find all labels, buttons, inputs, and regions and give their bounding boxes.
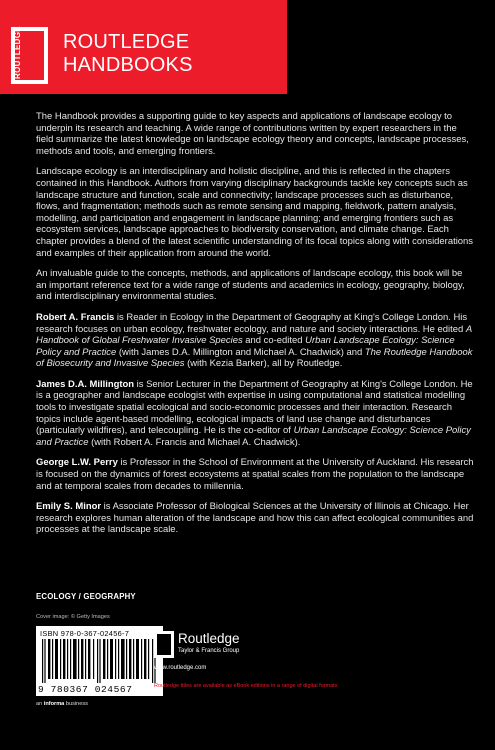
author-name: Robert A. Francis (36, 311, 115, 323)
series-title-line2: HANDBOOKS (63, 54, 193, 76)
barcode-number: 9 780367 024567 (38, 684, 133, 695)
barcode-bars (42, 639, 157, 683)
series-banner (0, 0, 287, 94)
book-title: A Handbook of Global Freshwater Invasive Species (36, 323, 472, 347)
author-bio-millington: James D.A. Millington is Senior Lecturer in the Department of Geography at King's College London. He is a geographer and landscape ecologist with expertise in using computational and statistical modelling tools to investigate spatial ecological and socio-economic processes and their interaction. Research topics include agent-based modelling, ecological impacts of land use change and disturbances (particularly wildfires), and telecoupling. He is the co-editor of Urban Landscape Ecology: Science Policy and Practice (with Robert A. Francis and Michael A. Chadwick). (36, 378, 473, 448)
author-bio-minor: Emily S. Minor is Associate Professor of Biological Sciences at the University of Illinois at Chicago. Her research explores human alteration of the landscape and how this can affect ecological communities and processes at the landscape scale. (36, 501, 474, 536)
series-title-line1: ROUTLEDGE (63, 31, 190, 53)
barcode (36, 626, 163, 696)
publisher-url[interactable]: www.routledge.com (154, 665, 207, 671)
publisher-tagline: Taylor & Francis Group (178, 648, 240, 654)
author-bio-perry: George L.W. Perry is Professor in the School of Environment at the University of Auckland. His research is focused on the dynamics of forest ecosystems at spatial scales from the population to the landscape and at temporal scales from decades to millennia. (36, 457, 474, 492)
cover-credit: Cover image: © Getty Images (36, 614, 110, 620)
book-title: The Routledge Handbook of Biosecurity and Invasive Species (36, 346, 473, 370)
routledge-logo (11, 27, 48, 84)
back-cover-text (36, 111, 474, 545)
routledge-r-logo (154, 631, 174, 658)
series-title (63, 31, 193, 77)
description-paragraph: An invaluable guide to the concepts, methods, and applications of landscape ecology, this book will be an important reference text for a wide range of students and academics in ecology, geography, biology, and interdisciplinary environmental studies. (36, 268, 465, 303)
author-name: James D.A. Millington (36, 378, 135, 390)
logo-text: ROUTLEDGE (13, 26, 22, 79)
author-bio-francis: Robert A. Francis is Reader in Ecology in the Department of Geography at King's College London. His research focuses on urban ecology, freshwater ecology, and nature and society interactions. He edited A Handbook of Global Freshwater Invasive Species and co-edited Urban Landscape Ecology: Science Policy and Practice (with James D.A. Millington and Michael A. Chadwick) and The Routledge Handbook of Biosecurity and Invasive Species (with Kezia Barker), all by Routledge. (36, 311, 473, 370)
book-title: Urban Landscape Ecology: Science Policy and Practice (36, 335, 455, 358)
informa-business: an informa business (36, 701, 88, 707)
book-title: Urban Landscape Ecology: Science Policy and Practice (36, 425, 471, 448)
subject-category: ECOLOGY / GEOGRAPHY (36, 592, 136, 601)
description-paragraph: Landscape ecology is an interdisciplinary and holistic discipline, and this is reflected in the chapters contained in this Handbook. Authors from varying disciplinary backgrounds tackle key concepts such as landscape structure and function, scale and connectivity; landscape processes such as disturbance, flows, and fragmentation; methods such as remote sensing and mapping, fieldwork, pattern analysis, modelling, and participation and engagement in landscape planning; and emerging frontiers such as ecosystem services, landscape approaches to biodiversity conservation, and climate change. Each chapter provides a blend of the latest scientific understanding of its focal topics along with considerations and examples of their application from around the world. (36, 166, 474, 259)
publisher-name: Routledge (178, 631, 240, 646)
description-paragraph: The Handbook provides a supporting guide to key aspects and applications of landscape ecology to underpin its research and teaching. A wide range of contributions written by expert researchers in the field summarize the latest knowledge on landscape ecology theory and concepts, landscape processes, methods and tools, and emerging frontiers. (36, 111, 469, 157)
author-name: Emily S. Minor (36, 501, 102, 513)
isbn-label: ISBN 978-0-367-02456-7 (40, 629, 130, 638)
ebook-note: Routledge titles are available as eBook editions in a range of digital formats (154, 683, 338, 689)
author-name: George L.W. Perry (36, 457, 118, 469)
